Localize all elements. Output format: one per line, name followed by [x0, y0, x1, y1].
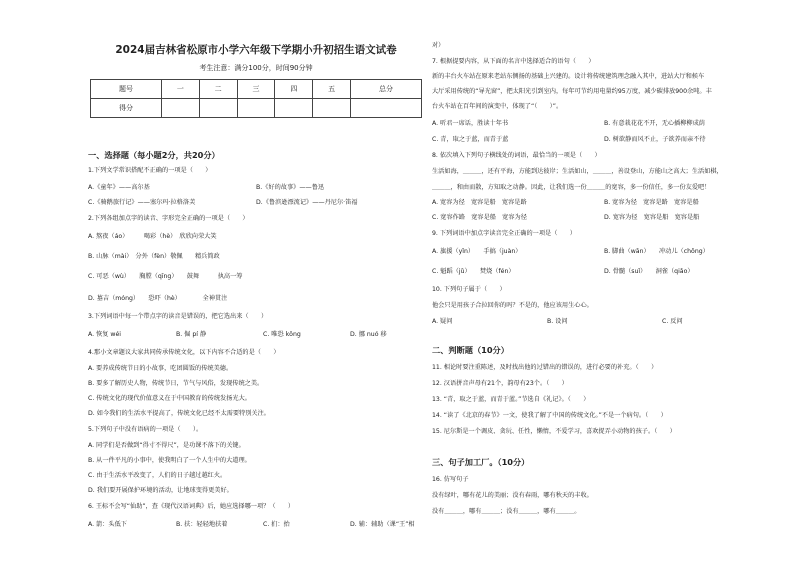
page-title: 2024届吉林省松原市小学六年级下学期小升初招生语文试卷: [115, 44, 397, 56]
question-5: 5.下列句子中没有语病的一项是（ ）。: [88, 426, 203, 433]
option-a: A. 箭：头低下: [88, 521, 127, 528]
option-c: C.《骑鹅旅行记》——塞尔玛·拉格洛芙: [88, 199, 196, 206]
passage-line: 大厅采用传统的“导光窗”，把太阳光引到室内，每年可节约用电量约95万度，减少碳排放900余吨。丰: [432, 88, 712, 95]
question-16-blank: 没有＿＿＿，哪有＿＿＿；没有＿＿＿，哪有＿＿＿。: [432, 508, 581, 515]
question-15: 15. 尼尔斯是一个调皮、贪玩、任性，懒惰，不爱学习，喜欢捉弄小动物的孩子。（ ）: [432, 428, 676, 435]
option-c: C. 反问: [662, 318, 683, 325]
score-cell[interactable]: [351, 99, 422, 118]
option-a: A. 要养成传统节日的小故事，吃团圆饭的传统美德。: [88, 365, 233, 372]
score-row-label: 得分: [91, 99, 162, 118]
option-c: C. 由于生活水平改变了，人们的日子越过越红火。: [88, 472, 227, 479]
passage-line: 生活如海，＿＿＿，还有平海，方能到达彼岸；生活如山，＿＿＿，善设登山，方能山之高大；生活如棋，: [432, 168, 723, 175]
question-2: 2.下列各组加点字的读音、字形完全正确的一项是（ ）: [88, 215, 249, 222]
score-header-cell: 五: [313, 80, 351, 99]
option-b: B. 宽容为径 宽容是路 宽容是船: [604, 199, 699, 206]
option-c: C. 可恶（wù） 胸膛（qīng） 鼓舞 执高一筹: [88, 273, 243, 280]
option-a: A. 熬夜（áo） 喝彩（hè） 欣欣向荣大笑: [88, 233, 217, 240]
score-header-cell: 二: [199, 80, 237, 99]
question-11: 11. 相论时要注重陈述，及时找出他的过错出的错误的，进行必要的补充。（ ）: [432, 364, 658, 371]
option-d: D. 墓吉（móng） 恐吓（hè） 全神贯注: [88, 295, 228, 302]
option-d: D. 如今我们的生活水平提高了，传统文化已经不太需要特别关注。: [88, 410, 270, 417]
question-16: 16. 仿写句子: [432, 476, 469, 483]
score-header-cell: 一: [161, 80, 199, 99]
option-d: D.《鲁滨逊漂流记》——丹尼尔·笛福: [256, 199, 358, 206]
option-d: D. 宽容为径 宽容是船 宽容是船: [604, 214, 700, 221]
question-14: 14. “读了《北京的春节》一文，使我了解了中国的传统文化。”不是一个病句。（ ）: [432, 412, 667, 419]
section-heading-judge: 二、判断题（10分）: [432, 345, 509, 355]
option-a: A. 旗援（yǐn） 手搞（juàn）: [432, 248, 522, 255]
option-d: D. 骨髓（suǐ） 洞雀（qiǎo）: [604, 268, 694, 275]
score-cell[interactable]: [161, 99, 199, 118]
option-d: D. 树欲静而风不止，子欲养而亲不待: [604, 136, 706, 143]
score-cell[interactable]: [199, 99, 237, 118]
option-c: C. 传统文化的现代价值意义在于中国教育的传统发扬光大。: [88, 395, 251, 402]
question-9: 9. 下列词语中加点字读音完全正确的一项是（ ）: [432, 230, 576, 237]
question-6: 6. 王标不会写“仙助”，查《现代汉语词典》后，她应选择哪一项？（ ）: [88, 503, 295, 510]
option-a: A. 恢复 wéi: [88, 331, 121, 338]
score-header-cell: 四: [275, 80, 313, 99]
question-10-sentence: 他会只是用孩子合拉回你的吗？不是的，他应该用生心心。: [432, 302, 593, 309]
passage-line: ＿＿＿，和由而散，方知取之动静。因此，让我们选一份＿＿＿的宽容，多一份信任，多一份友爱吧！: [432, 184, 711, 191]
question-3: 3.下列词语中每一个带点字的读音是错误的，把它选出来（ ）: [88, 313, 268, 320]
score-table: [90, 79, 422, 118]
option-b: B. 从一件平凡的小事中，使我明白了一个人生中的大道理。: [88, 457, 251, 464]
question-13: 13. “青，取之于蓝，而青于蓝。”节选自《礼记》。（ ）: [432, 396, 590, 403]
question-12: 12. 汉语拼音声母有21个，韵母有23个。（ ）: [432, 380, 568, 387]
option-d: D. 辅：辅助（课“王”相: [350, 521, 415, 528]
option-a: A. 同学们是否做到“得寸不得尺”，是功课不落下的关键。: [88, 442, 245, 449]
question-1: 1.下列文学常识搭配不正确的一项是（ ）: [88, 167, 212, 174]
option-c: C. 青，取之于蓝，而青于蓝: [432, 136, 509, 143]
option-d: D. 挪 nuó 移: [350, 331, 387, 338]
option-b: B. 设问: [547, 318, 568, 325]
question-7: 7. 根据提要内容，从下面的名言中选择适合的语句（ ）: [432, 58, 595, 65]
score-header-cell: 三: [237, 80, 275, 99]
score-table-score-row: [91, 99, 422, 118]
score-cell[interactable]: [313, 99, 351, 118]
score-cell[interactable]: [237, 99, 275, 118]
option-b: B.《好的故事》——鲁迅: [256, 184, 325, 191]
option-b: B. 脚曲（wān） 冲动儿（chōng）: [604, 248, 709, 255]
question-8: 8. 依次填入下列句子横线处的词语，最恰当的一项是（ ）: [432, 152, 601, 159]
exam-notice: 考生注意：满分100分，时间90分钟: [199, 64, 313, 72]
option-b: B. 倔 pí 静: [176, 331, 207, 338]
option-a: A. 疑问: [432, 318, 453, 325]
option-a: A. 听君一席话，胜读十年书: [432, 120, 509, 127]
passage-line: 新的丰台火车站在原来老站东侧扬的基础上兴建的。设计将传统建筑理念融入其中，进站大厅和候车: [432, 73, 705, 80]
score-cell[interactable]: [275, 99, 313, 118]
option-c: C. 扪：抬: [263, 521, 290, 528]
option-b: B. 山脉（mài） 分外（fèn）敬佩 精兵简政: [88, 253, 220, 260]
option-c: C. 宽容作路 宽容是船 宽容为径: [432, 214, 527, 221]
question-6-continued: 对）: [432, 42, 445, 49]
passage-line: 台火车站在百年间的演变中，体现了“（ ）”。: [432, 103, 563, 110]
option-a: A.《童年》——高尔基: [88, 184, 150, 191]
option-c: C. 魁蹈（jǔ） 焚烧（fén）: [432, 268, 515, 275]
option-c: C. 唯恐 kǒng: [263, 331, 301, 338]
section-heading-sentence: 三、句子加工厂。（10分）: [432, 457, 530, 467]
option-d: D. 我们要开展保护环境的活动，让地球变得更美好。: [88, 487, 233, 494]
option-a: A. 宽容为径 宽容是船 宽容是路: [432, 199, 527, 206]
score-header-cell: 题号: [91, 80, 162, 99]
option-b: B. 要多了解历史人物，传统节日，节气与风俗，发现传统之美。: [88, 380, 264, 387]
question-16-example: 没有绿叶，哪有花儿的美丽；没有春雨，哪有秋天的丰收。: [432, 492, 593, 499]
score-header-cell: 总分: [351, 80, 422, 99]
option-b: B. 有意栽花花不开，无心插柳柳成荫: [604, 120, 705, 127]
question-10: 10. 下列句子属于（ ）: [432, 286, 506, 293]
question-4: 4.那小文章题议大家共同传承传统文化，以下内容不合适的是（ ）: [88, 349, 280, 356]
score-table-header-row: [91, 80, 422, 99]
option-b: B. 扶：轻轻地扶着: [176, 521, 228, 528]
section-heading-choice: 一、选择题（每小题2分，共20分）: [88, 150, 220, 160]
